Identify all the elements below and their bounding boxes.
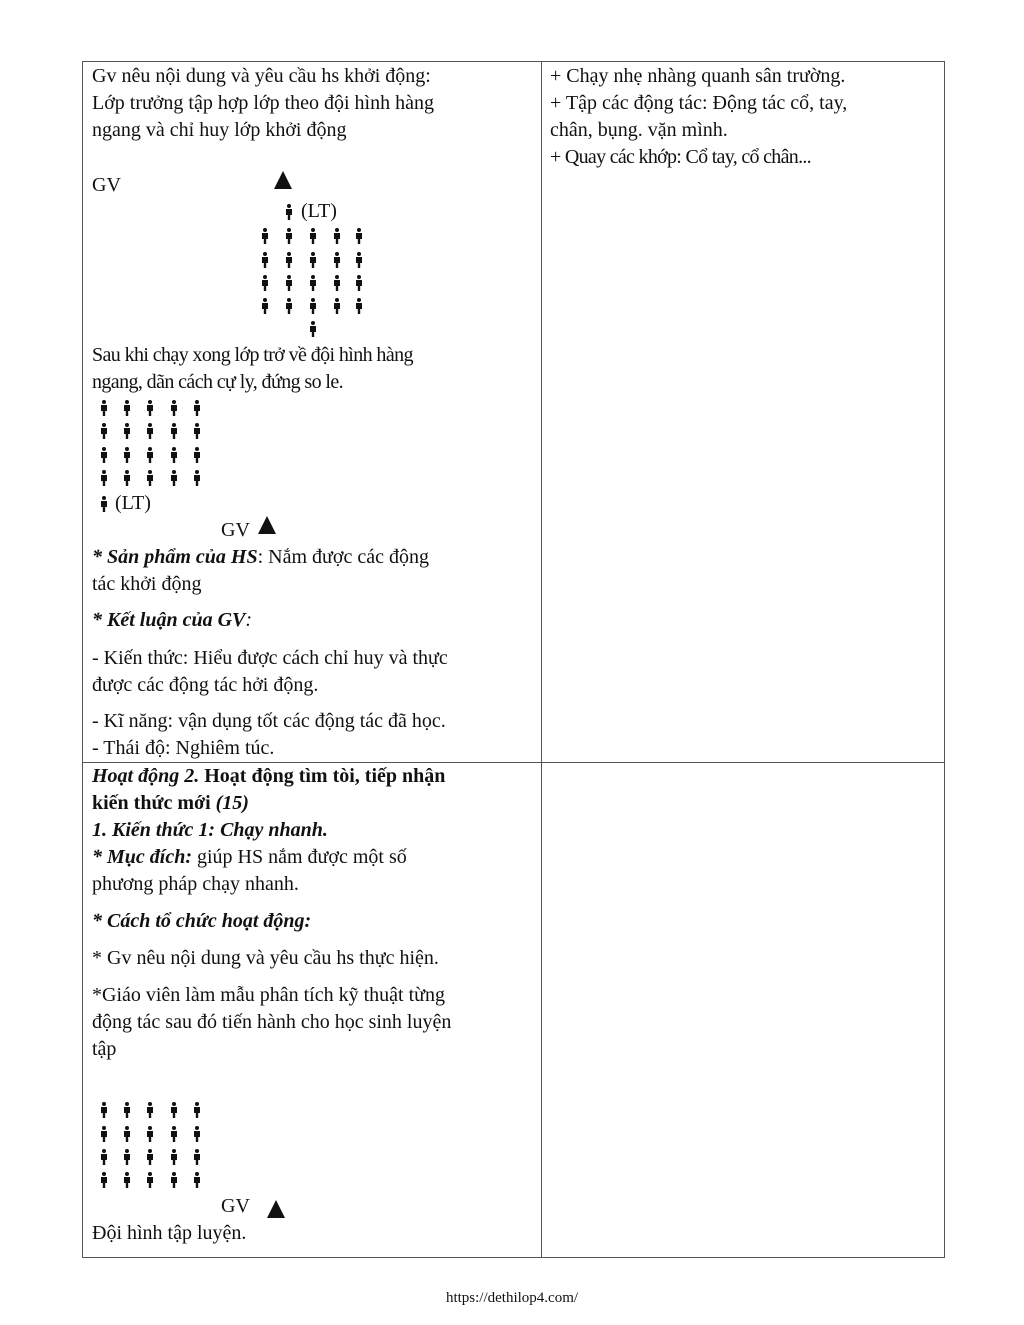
right-item-3: chân, bụng. vặn mình. bbox=[550, 119, 728, 141]
student-icon bbox=[171, 1102, 177, 1118]
intro-line-1: Gv nêu nội dung và yêu cầu hs khởi động: bbox=[92, 65, 431, 87]
student-icon bbox=[124, 1102, 130, 1118]
footer-url[interactable]: https://dethilop4.com/ bbox=[445, 1290, 579, 1306]
gv-label-3: GV bbox=[221, 1195, 250, 1217]
product-line-1: * Sản phẩm của HS: Nắm được các động bbox=[92, 546, 429, 568]
intro-line-3: ngang và chỉ huy lớp khởi động bbox=[92, 119, 347, 141]
organize-heading: * Cách tổ chức hoạt động: bbox=[92, 910, 312, 932]
student-icon bbox=[101, 1126, 107, 1142]
attitude-line: - Thái độ: Nghiêm túc. bbox=[92, 737, 275, 759]
student-icon bbox=[147, 447, 153, 463]
intro-line-2: Lớp trưởng tập hợp lớp theo đội hình hàng bbox=[92, 92, 434, 114]
student-icon bbox=[171, 423, 177, 439]
student-icon bbox=[124, 423, 130, 439]
demo-line-2: động tác sau đó tiến hành cho học sinh luyện bbox=[92, 1011, 452, 1033]
student-icon bbox=[147, 1172, 153, 1188]
student-icon bbox=[194, 1102, 200, 1118]
student-icon bbox=[194, 470, 200, 486]
student-icon bbox=[101, 470, 107, 486]
right-item-4: + Quay các khớp: Cổ tay, cổ chân... bbox=[550, 146, 811, 168]
class-leader-icon bbox=[286, 204, 292, 220]
student-icon bbox=[334, 252, 340, 268]
student-icon bbox=[310, 228, 316, 244]
student-icon bbox=[101, 447, 107, 463]
student-icon bbox=[171, 1149, 177, 1165]
student-icon bbox=[101, 423, 107, 439]
skill-line: - Kĩ năng: vận dụng tốt các động tác đã học. bbox=[92, 710, 446, 732]
demo-line-1: *Giáo viên làm mẫu phân tích kỹ thuật từng bbox=[92, 984, 445, 1006]
student-icon bbox=[124, 400, 130, 416]
demo-line-3: tập bbox=[92, 1038, 117, 1060]
student-icon bbox=[286, 252, 292, 268]
student-icon bbox=[334, 298, 340, 314]
student-icon bbox=[124, 447, 130, 463]
activity-heading-line-1: Hoạt động 2. Hoạt động tìm tòi, tiếp nhận bbox=[92, 765, 446, 787]
student-icon bbox=[310, 321, 316, 337]
teacher-triangle-icon bbox=[258, 516, 276, 534]
student-icon bbox=[286, 228, 292, 244]
student-icon bbox=[101, 1102, 107, 1118]
student-icon bbox=[147, 1126, 153, 1142]
student-icon bbox=[147, 423, 153, 439]
student-icon bbox=[147, 400, 153, 416]
student-icon bbox=[171, 1172, 177, 1188]
student-icon bbox=[262, 275, 268, 291]
student-icon bbox=[124, 1172, 130, 1188]
student-icon bbox=[356, 252, 362, 268]
teacher-triangle-icon bbox=[274, 171, 292, 189]
lt-label-2: (LT) bbox=[115, 492, 151, 514]
student-icon bbox=[356, 228, 362, 244]
student-icon bbox=[334, 275, 340, 291]
column-divider bbox=[541, 62, 542, 1257]
knowledge-title: 1. Kiến thức 1: Chạy nhanh. bbox=[92, 819, 328, 841]
student-icon bbox=[356, 275, 362, 291]
class-leader-icon bbox=[101, 496, 107, 512]
right-item-2: + Tập các động tác: Động tác cổ, tay, bbox=[550, 92, 848, 114]
student-icon bbox=[147, 1102, 153, 1118]
student-icon bbox=[194, 423, 200, 439]
student-icon bbox=[147, 1149, 153, 1165]
activity-heading-line-2: kiến thức mới (15) bbox=[92, 792, 249, 814]
student-icon bbox=[310, 252, 316, 268]
right-item-1: + Chạy nhẹ nhàng quanh sân trường. bbox=[550, 65, 846, 87]
student-icon bbox=[124, 1126, 130, 1142]
student-icon bbox=[171, 1126, 177, 1142]
student-icon bbox=[101, 1172, 107, 1188]
student-icon bbox=[286, 298, 292, 314]
student-icon bbox=[171, 400, 177, 416]
purpose-line-1: * Mục đích: giúp HS nắm được một số bbox=[92, 846, 407, 868]
student-icon bbox=[171, 470, 177, 486]
teacher-triangle-icon bbox=[267, 1200, 285, 1218]
student-icon bbox=[194, 400, 200, 416]
product-line-2: tác khởi động bbox=[92, 573, 202, 595]
student-icon bbox=[310, 298, 316, 314]
student-icon bbox=[124, 470, 130, 486]
lt-label: (LT) bbox=[301, 200, 337, 222]
student-icon bbox=[194, 1126, 200, 1142]
knowledge-line-1: - Kiến thức: Hiểu được cách chỉ huy và thực bbox=[92, 647, 448, 669]
gv-instruction: * Gv nêu nội dung và yêu cầu hs thực hiện. bbox=[92, 947, 439, 969]
student-icon bbox=[262, 252, 268, 268]
student-icon bbox=[171, 447, 177, 463]
student-icon bbox=[310, 275, 316, 291]
after-run-line-2: ngang, dãn cách cự ly, đứng so le. bbox=[92, 371, 344, 393]
purpose-line-2: phương pháp chạy nhanh. bbox=[92, 873, 299, 895]
student-icon bbox=[262, 298, 268, 314]
student-icon bbox=[101, 1149, 107, 1165]
student-icon bbox=[356, 298, 362, 314]
conclusion-heading: * Kết luận của GV: bbox=[92, 609, 253, 631]
student-icon bbox=[286, 275, 292, 291]
student-icon bbox=[124, 1149, 130, 1165]
knowledge-line-2: được các động tác hởi động. bbox=[92, 674, 319, 696]
gv-label-2: GV bbox=[221, 519, 250, 541]
student-icon bbox=[147, 470, 153, 486]
student-icon bbox=[194, 1172, 200, 1188]
student-icon bbox=[194, 447, 200, 463]
gv-label: GV bbox=[92, 174, 121, 196]
after-run-line-1: Sau khi chạy xong lớp trở về đội hình hàng bbox=[92, 344, 413, 366]
formation-caption: Đội hình tập luyện. bbox=[92, 1222, 247, 1244]
student-icon bbox=[334, 228, 340, 244]
student-icon bbox=[101, 400, 107, 416]
student-icon bbox=[194, 1149, 200, 1165]
student-icon bbox=[262, 228, 268, 244]
